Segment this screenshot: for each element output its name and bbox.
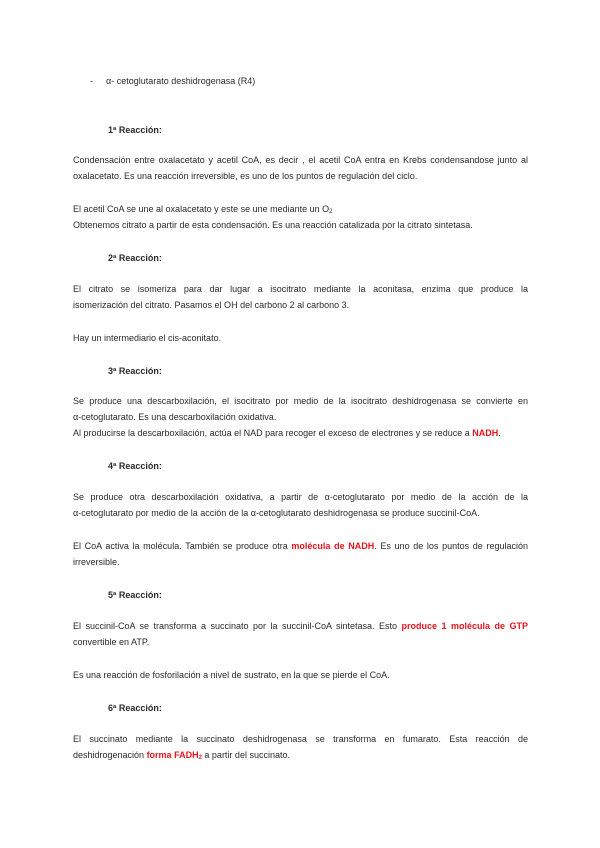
heading-reaction-3: 3ª Reacción: (108, 366, 162, 376)
r3-paragraph-line: α-cetoglutarato. Es una descarboxilación oxidativa. (73, 412, 277, 422)
subscript: 2 (329, 209, 333, 215)
heading-reaction-6: 6ª Reacción: (108, 703, 162, 713)
r4-text: El CoA activa la molécula. También se produce otra (73, 541, 292, 551)
r3-text: . (498, 428, 501, 438)
highlight-fadh-text: forma FADH (146, 750, 199, 760)
r6-text: a partir del succinato. (201, 750, 290, 760)
r4-paragraph-line (73, 540, 528, 552)
r5-paragraph-line: convertible en ATP. (73, 637, 150, 647)
highlight-fadh2 (147, 750, 202, 760)
r5-text: El succinil-CoA se transforma a succinato por la succinil-CoA sintetasa. Esto (73, 621, 402, 631)
highlight-nadh-molecule: molécula de NADH (291, 541, 375, 551)
r6-text: deshidrogenación (73, 750, 147, 760)
r6-paragraph-line: El succinato mediante la succinato deshidrogenasa se transforma en fumarato. Esta reacción de (73, 734, 528, 744)
r4-paragraph-line: irreversible. (73, 557, 120, 567)
r4-paragraph-line: α-cetoglutarato por medio de la acción de la α-cetoglutarato deshidrogenasa se produce succinil-CoA. (73, 508, 480, 518)
r1-paragraph-line: Condensación entre oxalacetato y acetil CoA, es decir , el acetil CoA entra en Krebs condensandose junto al (73, 155, 528, 165)
r2-paragraph-line: El citrato se isomeriza para dar lugar a isocitrato mediante la aconitasa, enzima que produce la (73, 284, 528, 294)
r5-paragraph-line: Es una reacción de fosforilación a nivel de sustrato, en la que se pierde el CoA. (73, 670, 390, 680)
r3-paragraph-line: Se produce una descarboxilación, el isocitrato por medio de la isocitrato deshidrogenasa se convierte en (73, 396, 528, 406)
r3-text: Al producirse la descarboxilación, actúa el NAD para recoger el exceso de electrones y se reduce a (73, 428, 473, 438)
highlight-nadh: NADH (472, 428, 499, 438)
r3-paragraph-line (73, 427, 528, 439)
r1-paragraph-line: oxalacetato. Es una reacción irreversible, es uno de los puntos de regulación del ciclo. (73, 171, 418, 181)
heading-reaction-1: 1ª Reacción: (108, 125, 162, 135)
r5-paragraph-line (73, 620, 528, 632)
r1-paragraph-line (73, 203, 528, 215)
r6-paragraph-line (73, 749, 528, 761)
r4-text: . Es uno de los puntos de regulación (374, 541, 528, 551)
r2-paragraph-line: Hay un intermediario el cis-aconitato. (73, 333, 222, 343)
r1-text: El acetil CoA se une al oxalacetato y este se une mediante un O (73, 204, 330, 214)
r1-paragraph-line: Obtenemos citrato a partir de esta condensación. Es una reacción catalizada por la citrato sintetasa. (73, 220, 473, 230)
subscript: 2 (198, 755, 202, 761)
heading-reaction-2: 2ª Reacción: (108, 253, 162, 263)
heading-reaction-4: 4ª Reacción: (108, 461, 162, 471)
heading-reaction-5: 5ª Reacción: (108, 590, 162, 600)
list-item-alpha-ketoglutarate: α- cetoglutarato deshidrogenasa (R4) (106, 76, 256, 86)
highlight-gtp: produce 1 molécula de GTP (401, 621, 528, 631)
list-bullet: - (90, 76, 93, 86)
r2-paragraph-line: isomerización del citrato. Pasamos el OH del carbono 2 al carbono 3. (73, 300, 350, 310)
r4-paragraph-line: Se produce otra descarboxilación oxidativa, a partir de α-cetoglutarato por medio de la acción de la (73, 492, 528, 502)
